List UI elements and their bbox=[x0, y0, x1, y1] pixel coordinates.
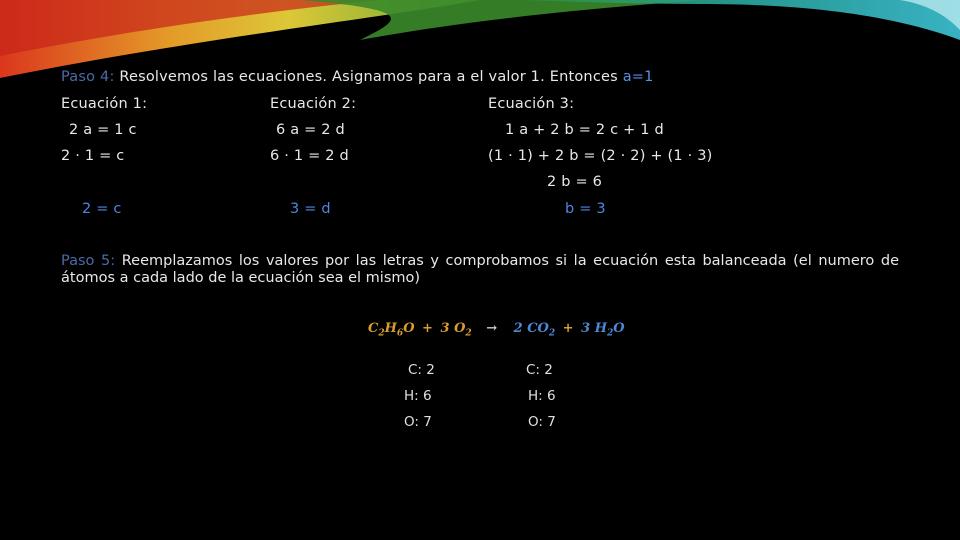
coefficient-h2o: 3 bbox=[581, 321, 591, 336]
paso4-text: Resolvemos las ecuaciones. Asignamos para a el valor 1. Entonces bbox=[114, 69, 623, 85]
paso5-paragraph bbox=[61, 253, 899, 287]
product-co2: $CO_2$ bbox=[527, 321, 556, 339]
ecuacion1-result: 2 = c bbox=[82, 201, 122, 217]
plus-sign: + bbox=[562, 321, 574, 336]
reactant-ethanol: $C_2H_6O$ bbox=[368, 321, 415, 339]
ecuacion1-line2: 2 · 1 = c bbox=[61, 148, 125, 164]
left-count-c: C: 2 bbox=[408, 362, 435, 378]
coefficient-o2: 3 bbox=[440, 321, 450, 336]
ecuacion3-result: b = 3 bbox=[565, 201, 606, 217]
balanced-equation bbox=[368, 321, 625, 339]
paso4-assign: a=1 bbox=[622, 69, 654, 85]
left-count-h: H: 6 bbox=[404, 388, 432, 404]
left-count-o: O: 7 bbox=[404, 414, 432, 430]
product-h2o: $H_2O$ bbox=[594, 321, 625, 339]
right-count-c: C: 2 bbox=[526, 362, 553, 378]
ecuacion1-title: Ecuación 1: bbox=[61, 96, 148, 112]
ecuacion2-line1: 6 a = 2 d bbox=[276, 122, 345, 138]
right-count-o: O: 7 bbox=[528, 414, 556, 430]
right-count-h: H: 6 bbox=[528, 388, 556, 404]
paso5-label: Paso 5: bbox=[61, 253, 116, 269]
ecuacion3-line2: (1 · 1) + 2 b = (2 · 2) + (1 · 3) bbox=[488, 148, 713, 164]
paso4-line bbox=[61, 69, 654, 85]
ecuacion3-title: Ecuación 3: bbox=[488, 96, 575, 112]
paso5-text: Reemplazamos los valores por las letras y comprobamos si la ecuación esta balanceada (el numero de átomos a cada lado de la ecuación sea el mismo) bbox=[61, 253, 900, 286]
reaction-arrow: → bbox=[486, 321, 498, 336]
ecuacion2-title: Ecuación 2: bbox=[270, 96, 357, 112]
plus-sign: + bbox=[422, 321, 433, 336]
coefficient-co2: 2 bbox=[513, 321, 523, 336]
ecuacion2-line2: 6 · 1 = 2 d bbox=[270, 148, 349, 164]
ecuacion3-line1: 1 a + 2 b = 2 c + 1 d bbox=[505, 122, 664, 138]
ecuacion1-line1: 2 a = 1 c bbox=[69, 122, 137, 138]
decorative-gradient-swoosh bbox=[0, 0, 960, 80]
reactant-oxygen: $O_2$ bbox=[454, 321, 472, 339]
paso4-label: Paso 4: bbox=[61, 69, 115, 85]
ecuacion2-result: 3 = d bbox=[290, 201, 331, 217]
ecuacion3-line3: 2 b = 6 bbox=[547, 174, 603, 190]
